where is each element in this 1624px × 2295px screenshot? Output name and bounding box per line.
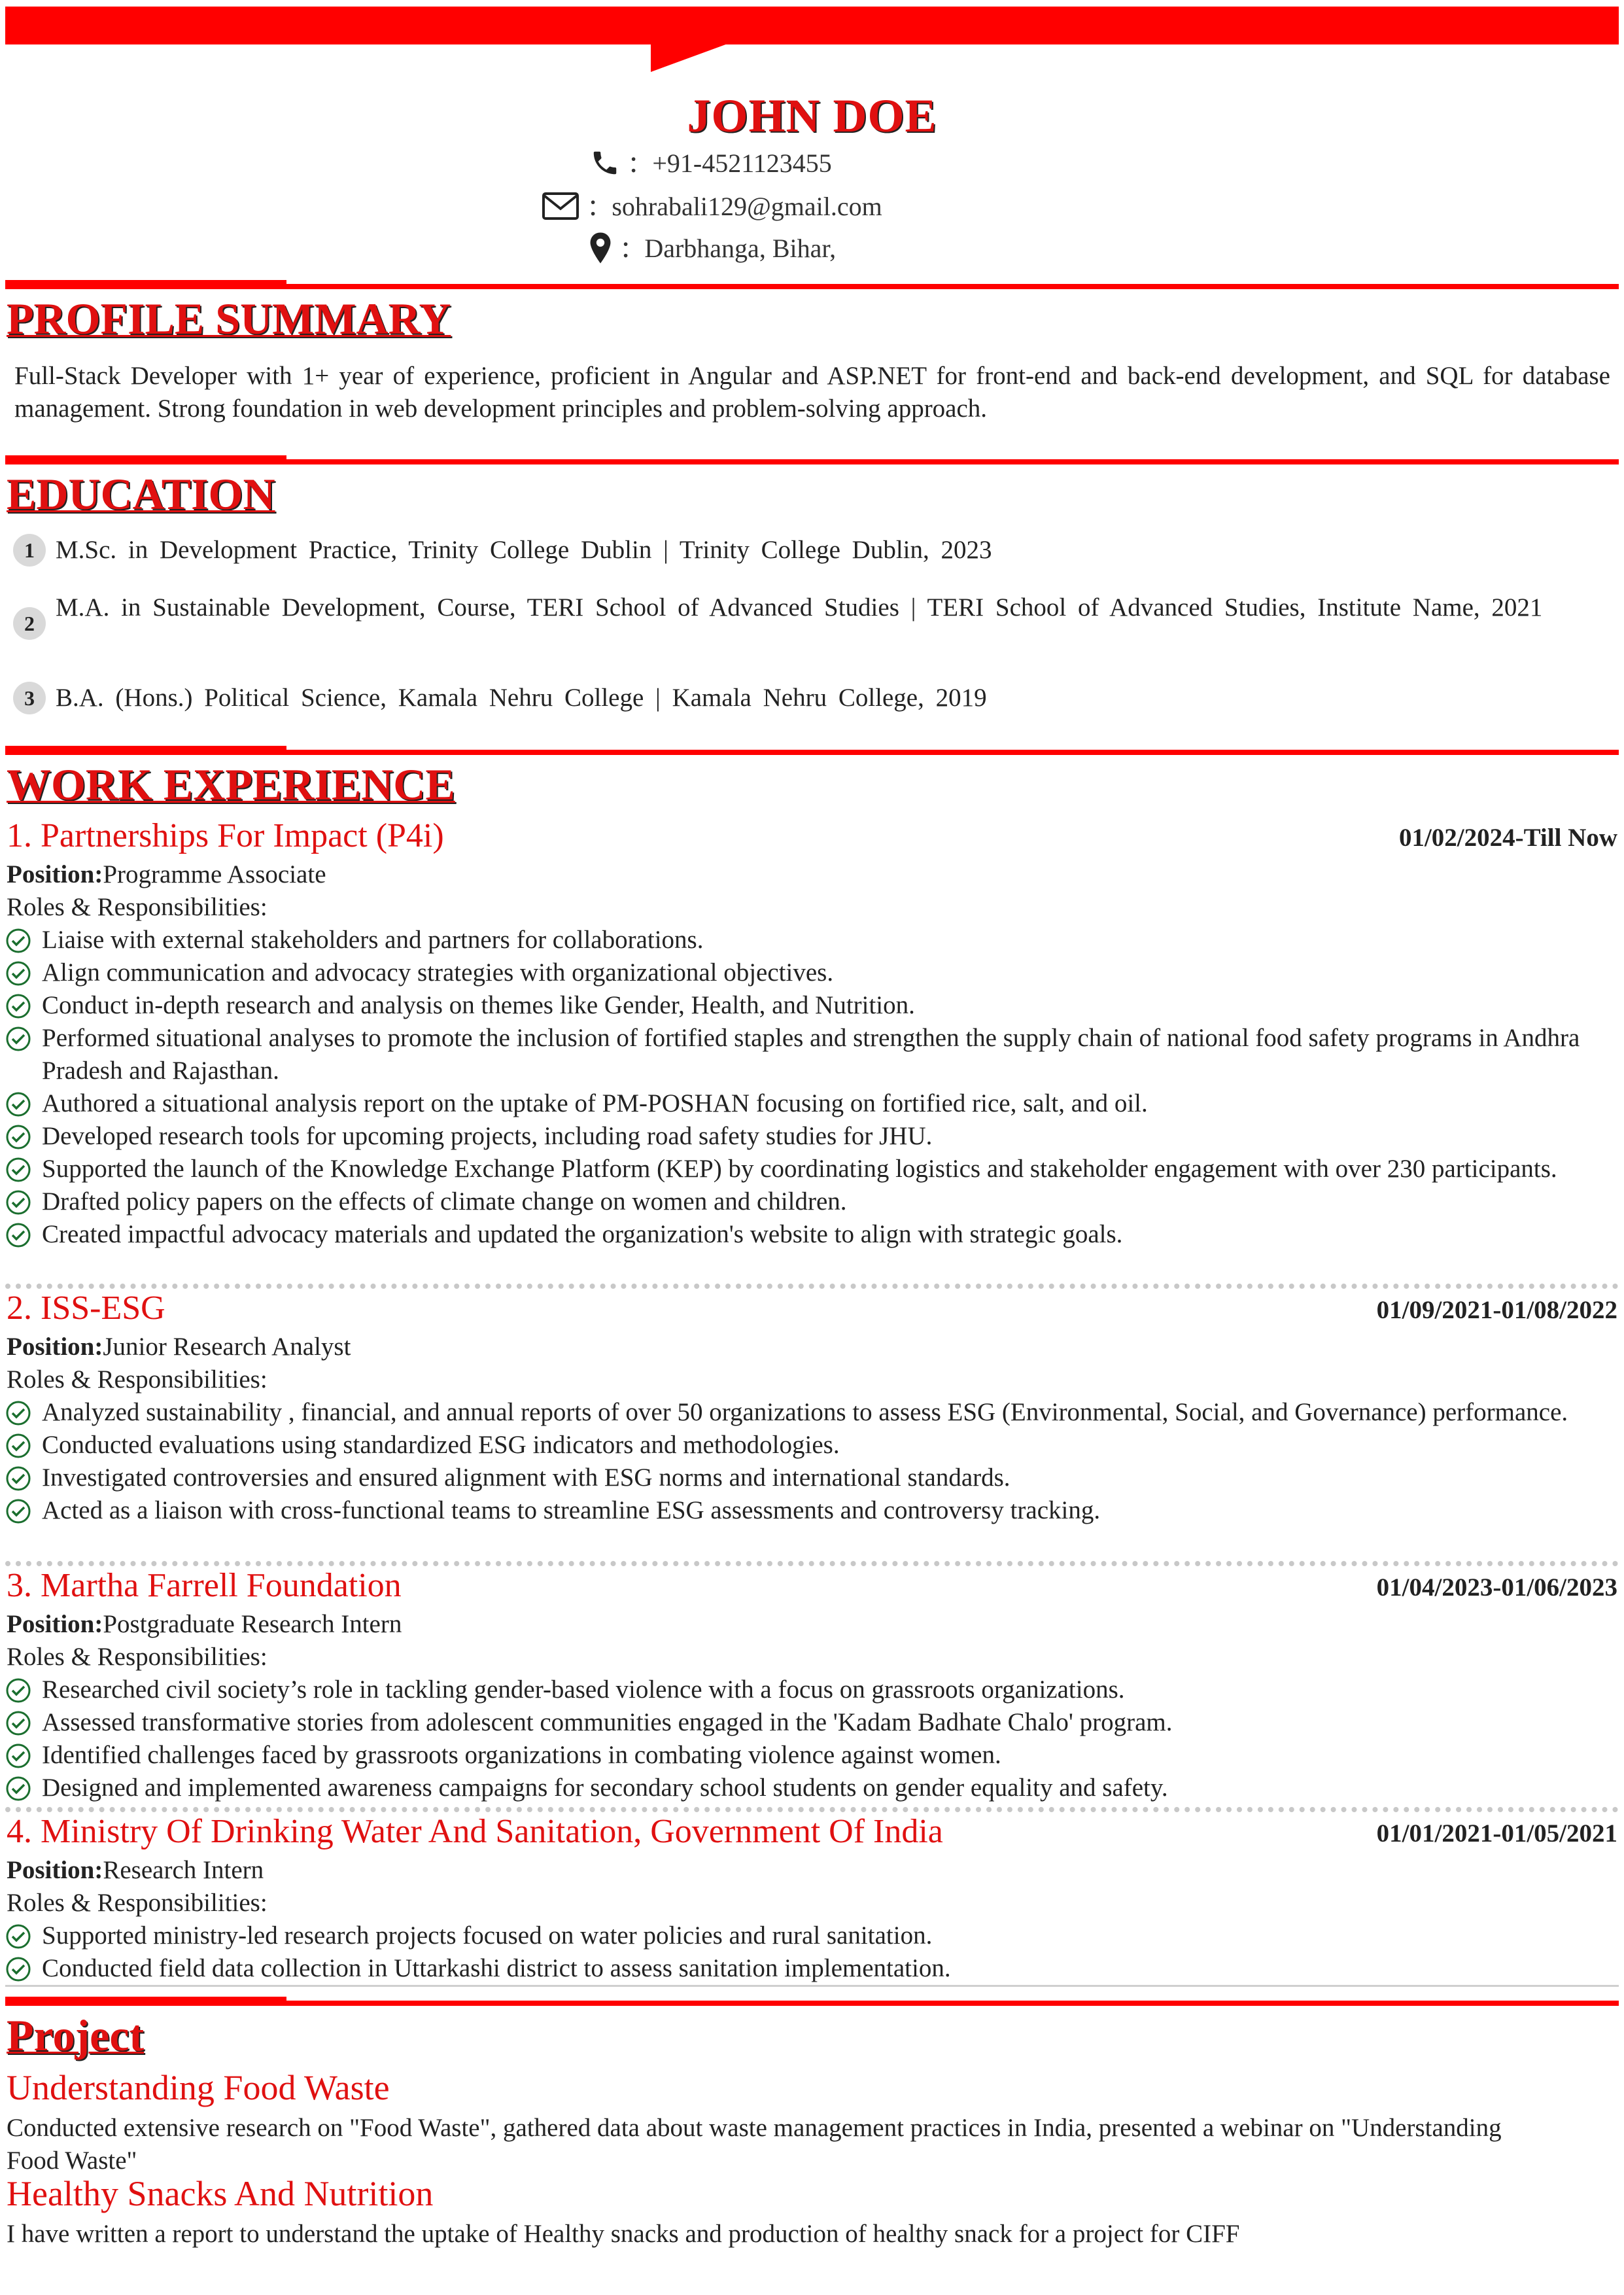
list-item: Align communication and advocacy strategies with organizational objectives. — [5, 956, 1601, 989]
list-item: Assessed transformative stories from adolescent communities engaged in the 'Kadam Badhate Chalo' program. — [5, 1706, 1601, 1739]
position-value: Programme Associate — [103, 860, 326, 888]
job-title: 1. Partnerships For Impact (P4i) — [7, 817, 444, 854]
education-text: B.A. (Hons.) Political Science, Kamala Nehru College | Kamala Nehru College, 2019 — [56, 684, 987, 712]
list-item: Investigated controversies and ensured alignment with ESG norms and international standards. — [5, 1462, 1601, 1494]
contact-colon: : — [629, 145, 638, 179]
check-circle-icon — [5, 1498, 31, 1533]
project-description: Conducted extensive research on "Food Waste", gathered data about waste management practices in India, presented a webinar on "Understanding Food Waste" — [7, 2114, 1502, 2175]
check-circle-icon — [5, 1776, 31, 1810]
list-item: Acted as a liaison with cross-functional teams to streamline ESG assessments and controversy tracking. — [5, 1494, 1601, 1527]
job-position — [7, 1608, 402, 1641]
contact-colon: : — [589, 188, 598, 222]
check-circle-icon — [5, 1222, 31, 1257]
job-date: 01/04/2023-01/06/2023 — [1376, 1573, 1617, 1602]
project-name: Healthy Snacks And Nutrition — [7, 2174, 434, 2213]
job-date: 01/02/2024-Till Now — [1398, 824, 1617, 852]
list-item: Supported the launch of the Knowledge Exchange Platform (KEP) by coordinating logistics and stakeholder engagement with over 230 participants. — [5, 1153, 1601, 1185]
section-divider — [5, 280, 1619, 289]
envelope-icon — [542, 192, 579, 227]
contact-phone — [590, 144, 832, 184]
top-accent-bar — [5, 7, 1619, 44]
map-pin-icon — [589, 232, 612, 271]
email-address: sohrabali129@gmail.com — [612, 192, 882, 221]
profile-summary-text: Full-Stack Developer with 1+ year of experience, proficient in Angular and ASP.NET for front-end and back-end development, and SQL for database management. Strong foundation in web development principles and problem-solving approach. — [14, 362, 1610, 423]
job-date: 01/09/2021-01/08/2022 — [1376, 1296, 1617, 1324]
list-item: Performed situational analyses to promote the inclusion of fortified staples and strengthen the supply chain of national food safety programs in Andhra Pradesh and Rajasthan. — [5, 1022, 1601, 1087]
profile-summary-title: PROFILE SUMMARY — [7, 294, 451, 343]
position-value: Postgraduate Research Intern — [103, 1610, 402, 1638]
check-circle-icon — [5, 1026, 31, 1060]
list-item: Developed research tools for upcoming projects, including road safety studies for JHU. — [5, 1120, 1601, 1153]
list-item: Conduct in-depth research and analysis on themes like Gender, Health, and Nutrition. — [5, 989, 1601, 1022]
list-item: Identified challenges faced by grassroots organizations in combating violence against women. — [5, 1739, 1601, 1772]
job-bullets — [5, 1396, 1601, 1527]
list-item: Analyzed sustainability , financial, and annual reports of over 50 organizations to assess ESG (Environmental, Social, and Governance) performance. — [5, 1396, 1601, 1429]
position-label: Position: — [7, 860, 103, 888]
job-position — [7, 1331, 351, 1363]
list-item: Designed and implemented awareness campaigns for secondary school students on gender equality and safety. — [5, 1772, 1601, 1804]
position-label: Position: — [7, 1856, 103, 1884]
job-separator — [5, 1284, 1619, 1289]
education-item — [13, 682, 1609, 714]
position-label: Position: — [7, 1610, 103, 1638]
project-description: I have written a report to understand the uptake of Healthy snacks and production of healthy snack for a project for CIFF — [7, 2220, 1240, 2248]
roles-label: Roles & Responsibilities: — [7, 1643, 268, 1671]
list-item: Researched civil society’s role in tackling gender-based violence with a focus on grassroots organizations. — [5, 1673, 1601, 1706]
roles-label: Roles & Responsibilities: — [7, 1889, 268, 1917]
list-item: Conducted evaluations using standardized ESG indicators and methodologies. — [5, 1429, 1601, 1462]
job-bullets — [5, 1673, 1601, 1804]
education-item — [13, 534, 1609, 567]
position-value: Research Intern — [103, 1856, 264, 1884]
top-accent-notch — [651, 43, 729, 72]
education-number-badge: 3 — [13, 682, 46, 714]
job-bullets — [5, 924, 1601, 1251]
education-text: M.Sc. in Development Practice, Trinity College Dublin | Trinity College Dublin, 2023 — [56, 536, 992, 564]
list-item: Liaise with external stakeholders and partners for collaborations. — [5, 924, 1601, 956]
work-experience-title: WORK EXPERIENCE — [7, 760, 455, 809]
section-divider — [5, 746, 1619, 755]
education-number-badge: 2 — [13, 607, 46, 640]
contact-location — [589, 229, 836, 271]
job-bullets — [5, 1919, 1601, 1985]
contact-colon: : — [621, 230, 631, 264]
job-date: 01/01/2021-01/05/2021 — [1376, 1819, 1617, 1848]
resume-header — [0, 80, 1624, 152]
position-value: Junior Research Analyst — [103, 1333, 351, 1361]
job-position — [7, 1854, 264, 1887]
list-item: Drafted policy papers on the effects of climate change on women and children. — [5, 1185, 1601, 1218]
phone-number: +91-4521123455 — [652, 149, 832, 178]
list-item: Supported ministry-led research projects focused on water policies and rural sanitation. — [5, 1919, 1601, 1952]
section-divider — [5, 455, 1619, 464]
education-title: EDUCATION — [7, 469, 275, 519]
phone-icon — [590, 148, 620, 184]
job-title: 2. ISS-ESG — [7, 1289, 165, 1327]
education-item — [13, 591, 1609, 635]
list-item: Authored a situational analysis report on the uptake of PM-POSHAN focusing on fortified rice, salt, and oil. — [5, 1087, 1601, 1120]
list-item: Conducted field data collection in Uttarkashi district to assess sanitation implementation. — [5, 1952, 1601, 1985]
roles-label: Roles & Responsibilities: — [7, 893, 268, 921]
education-text: M.A. in Sustainable Development, Course, TERI School of Advanced Studies | TERI School of Advanced Studies, Institute Name, 2021 — [56, 593, 1543, 622]
roles-label: Roles & Responsibilities: — [7, 1365, 268, 1393]
education-number-badge: 1 — [13, 534, 46, 567]
job-separator — [5, 1985, 1619, 1987]
job-separator — [5, 1807, 1619, 1812]
candidate-name: JOHN DOE — [687, 90, 937, 142]
job-separator — [5, 1561, 1619, 1566]
location-text: Darbhanga, Bihar, — [644, 234, 837, 263]
project-name: Understanding Food Waste — [7, 2068, 390, 2107]
list-item: Created impactful advocacy materials and updated the organization's website to align with strategic goals. — [5, 1218, 1601, 1251]
contact-email — [542, 187, 882, 227]
job-title: 4. Ministry Of Drinking Water And Sanitation, Government Of India — [7, 1813, 943, 1850]
project-title: Project — [7, 2010, 145, 2060]
job-title: 3. Martha Farrell Foundation — [7, 1567, 402, 1604]
position-label: Position: — [7, 1333, 103, 1361]
section-divider — [5, 1997, 1619, 2006]
job-position — [7, 858, 326, 891]
